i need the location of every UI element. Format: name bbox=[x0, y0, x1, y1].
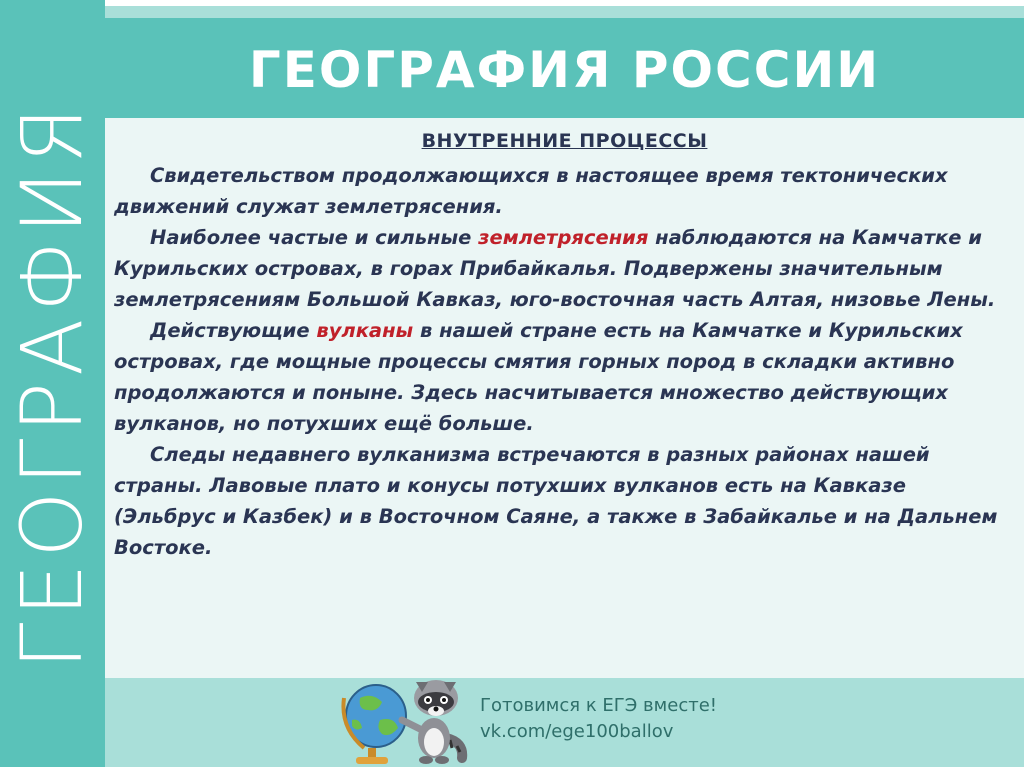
footer-slogan: Готовимся к ЕГЭ вместе! bbox=[480, 695, 717, 716]
paragraph-2-before: Наиболее частые и сильные bbox=[150, 226, 479, 249]
raccoon-with-globe-icon bbox=[338, 668, 468, 767]
body-text bbox=[114, 160, 1009, 563]
paragraph-2 bbox=[114, 222, 1009, 315]
section-heading: ВНУТРЕННИЕ ПРОЦЕССЫ bbox=[421, 130, 708, 152]
paragraph-4-text: Следы недавнего вулканизма встречаются в разных районах нашей страны. Лавовые плато и конусы потухших вулканов есть на Кавказе (Эльбрус и Казбек) и в Восточном Саяне, а также в Забайкалье и на Дальнем Востоке. bbox=[114, 443, 998, 559]
paragraph-3 bbox=[114, 315, 1009, 439]
paragraph-4 bbox=[114, 439, 1009, 563]
top-strip-accent bbox=[105, 6, 1024, 18]
page-title: ГЕОГРАФИЯ РОССИИ bbox=[248, 41, 881, 99]
highlight-earthquakes: землетрясения bbox=[478, 226, 649, 249]
footer-link[interactable]: vk.com/ege100ballov bbox=[480, 721, 674, 742]
paragraph-3-after: в нашей стране есть на Камчатке и Курильских островах, где мощные процессы смятия горных пород в складки активно продолжаются и поныне. Здесь насчитывается множество действующих вулканов, но потухших ещё больше. bbox=[114, 319, 963, 435]
paragraph-3-before: Действующие bbox=[150, 319, 317, 342]
highlight-volcanoes: вулканы bbox=[316, 319, 414, 342]
paragraph-1 bbox=[114, 160, 1009, 222]
vertical-title: ГЕОГРАФИЯ bbox=[3, 100, 101, 670]
paragraph-1-text: Свидетельством продолжающихся в настоящее время тектонических движений служат землетрясения. bbox=[114, 164, 948, 218]
paragraph-2-after: наблюдаются на Камчатке и Курильских островах, в горах Прибайкалья. Подвержены значительным землетрясениям Большой Кавказ, юго-восточная часть Алтая, низовье Лены. bbox=[114, 226, 996, 311]
